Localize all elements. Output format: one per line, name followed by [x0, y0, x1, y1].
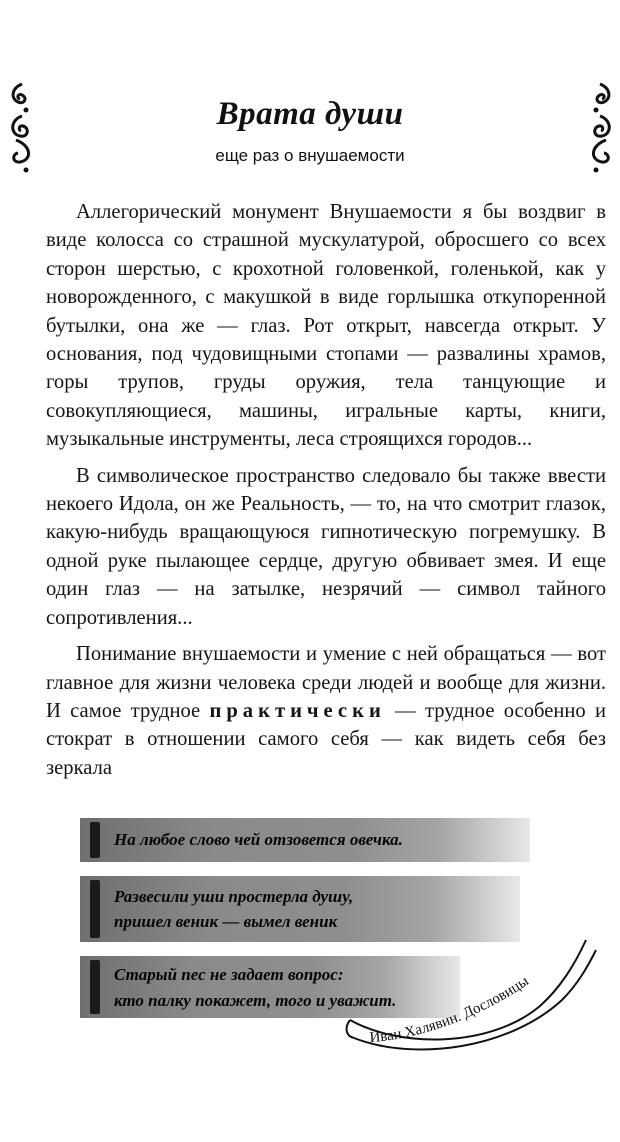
- proverb-3-line-1: Старый пес не задает вопрос:: [114, 965, 344, 984]
- article-body: [46, 198, 606, 790]
- proverb-banner-1: [80, 818, 530, 862]
- attribution-text: [369, 973, 532, 1046]
- proverb-1-line-1: На любое слово чей отзовется овечка.: [114, 830, 403, 849]
- attribution-text-path: Иван Халявин. Дословицы: [369, 973, 532, 1047]
- proverb-3-line-2: кто палку покажет, того и уважит.: [114, 991, 397, 1010]
- banner-edge: [90, 880, 100, 938]
- paragraph-3-end: — трудное особенно и стократ в отношении самого себя — как видеть себя без зеркала: [46, 699, 606, 779]
- proverb-2-line-2: пришел веник — вымел веник: [114, 912, 338, 931]
- paragraph-3-start: Понимание внушаемости и умение с ней обращаться — вот главное для жизни человека среди людей и вообще для жизни. И самое трудное: [46, 643, 606, 722]
- banner-edge: [90, 822, 100, 858]
- page-title: Врата души: [216, 96, 404, 132]
- proverb-2-line-1: Развесили уши простерла душу,: [114, 887, 354, 906]
- banner-edge: [90, 960, 100, 1014]
- page-subtitle: еще раз о внушаемости: [215, 146, 405, 165]
- paragraph-2: В символическое пространство следовало бы также ввести некоего Идола, он же Реальность, — то, на что смотрит глазок, какую-нибудь вращающуюся гипнотическую погремушку. В одной руке пылающее сердце, другую обвивает змея. И еще один глаз — на затылке, незрячий — символ тайного сопротивления...: [46, 464, 606, 629]
- paragraph-3: [46, 640, 606, 782]
- attribution-ribbon: [330, 920, 600, 1060]
- paragraph-1: Аллегорический монумент Внушаемости я бы воздвиг в виде колосса со страшной мускулатурой, обросшего со всех сторон шерстью, с крохотной головенкой, голенькой, как у новорожденного, с макушкой в виде горлышка откупоренной бутылки, она же — глаз. Рот открыт, навсегда открыт. У основания, под чудовищными стопами — развалины храмов, горы трупов, груды оружия, тела танцующие и совокупляющиеся, машины, игральные карты, книги, музыкальные инструменты, леса строящихся городов...: [46, 201, 606, 451]
- emphasized-word: практически: [209, 699, 386, 722]
